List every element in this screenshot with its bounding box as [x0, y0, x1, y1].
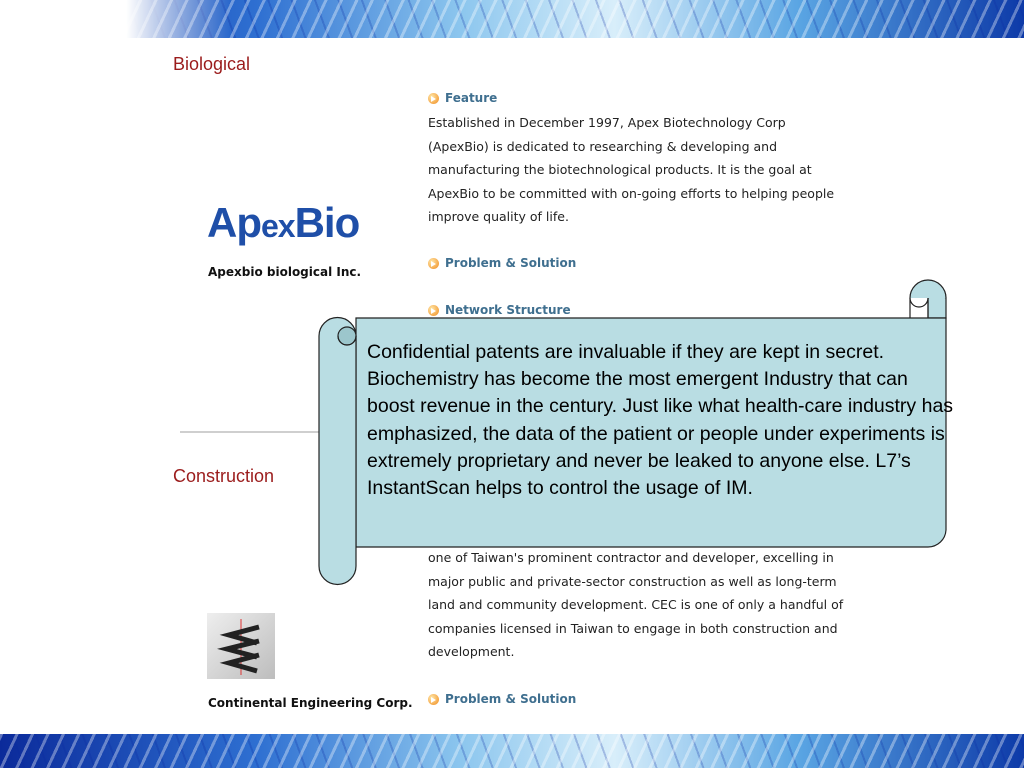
- section-title-construction: Construction: [173, 466, 275, 486]
- company-name-cec: Continental Engineering Corp.: [208, 696, 413, 710]
- construction-description: one of Taiwan's prominent contractor and developer, excelling in major public and private-sector construction as well as long-term land and community development. CEC is one of only a handful of companies licensed in Taiwan to engage in both construction and development.: [428, 550, 844, 659]
- problem-solution-label: Problem & Solution: [445, 692, 577, 706]
- company-name-apexbio: Apexbio biological Inc.: [208, 265, 362, 279]
- callout-text: Confidential patents are invaluable if they are kept in secret. Biochemistry has become the most emergent Industry that can boost revenue in the century. Just like what health-care industry has emphasized, the data of the patient or people under experiments is extremely proprietary and never be leaked to anyone else. L7’s InstantScan helps to control the usage of IM.: [367, 341, 954, 500]
- feature-description: Established in December 1997, Apex Biotechnology Corp (ApexBio) is dedicated to researching & developing and manufacturing the biotechnological products. It is the goal at ApexBio to be committed with on-going efforts to helping people improve quality of life.: [428, 115, 835, 224]
- problem-solution-label: Problem & Solution: [445, 256, 577, 270]
- bottom-decorative-band: [0, 734, 1024, 768]
- feature-link-label: Feature: [445, 91, 498, 105]
- network-structure-label: Network Structure: [445, 303, 571, 317]
- section-title-biological: Biological: [173, 54, 251, 74]
- apexbio-logo: ApexBio: [207, 199, 360, 246]
